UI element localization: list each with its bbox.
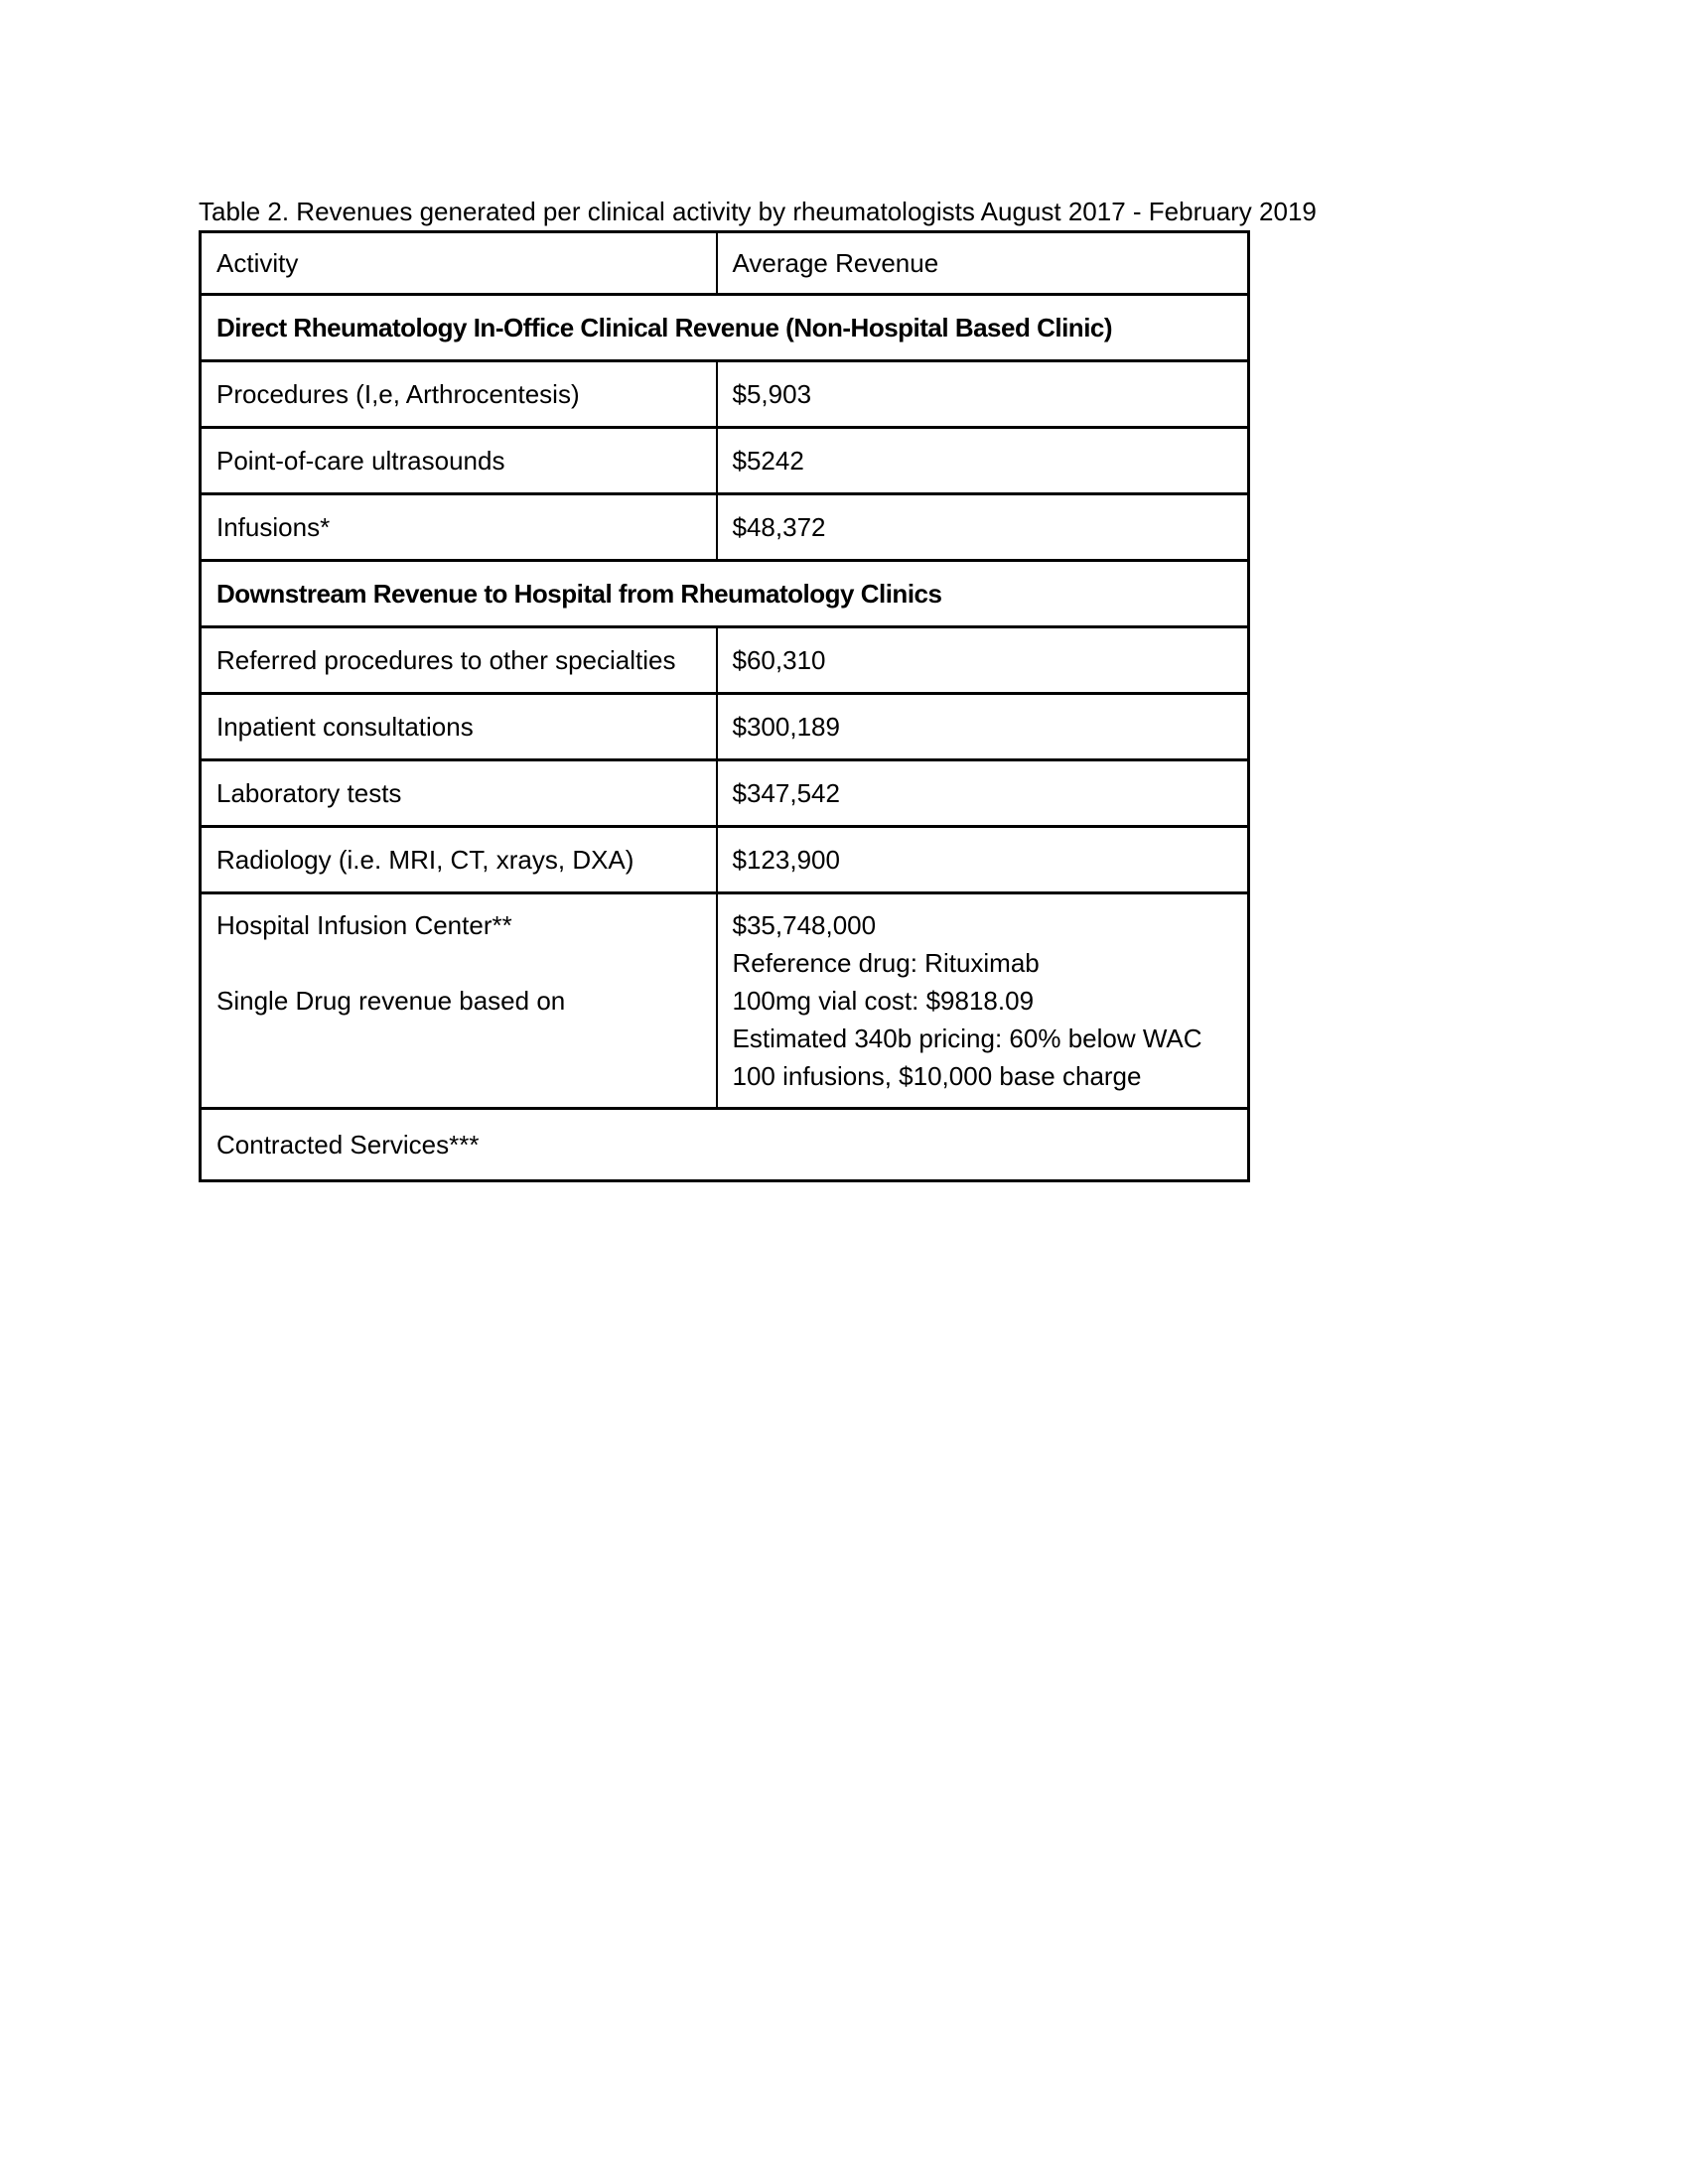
activity-cell: Point-of-care ultrasounds <box>201 428 717 494</box>
revenue-cell: $123,900 <box>717 827 1249 893</box>
table-row-referred-procedures <box>201 627 1249 694</box>
section-label: Downstream Revenue to Hospital from Rheumatology Clinics <box>201 561 1249 627</box>
activity-cell: Referred procedures to other specialties <box>201 627 717 694</box>
activity-cell: Inpatient consultations <box>201 694 717 760</box>
activity-cell: Laboratory tests <box>201 760 717 827</box>
revenue-cell: $5242 <box>717 428 1249 494</box>
activity-cell: Infusions* <box>201 494 717 561</box>
activity-cell: Contracted Services*** <box>201 1109 1249 1181</box>
table-row-ultrasounds <box>201 428 1249 494</box>
activity-cell <box>201 893 717 1109</box>
activity-line: Hospital Infusion Center** <box>216 910 512 940</box>
revenue-line: 100mg vial cost: $9818.09 <box>732 986 1035 1016</box>
table-row-infusions <box>201 494 1249 561</box>
revenue-cell: $300,189 <box>717 694 1249 760</box>
revenue-line: 100 infusions, $10,000 base charge <box>732 1061 1142 1091</box>
column-header-activity: Activity <box>201 232 717 295</box>
table-caption: Table 2. Revenues generated per clinical activity by rheumatologists August 2017 - February 2019 <box>199 197 1317 226</box>
revenue-line: Estimated 340b pricing: 60% below WAC <box>732 1024 1202 1053</box>
revenue-cell: $5,903 <box>717 361 1249 428</box>
revenue-line: $35,748,000 <box>732 910 877 940</box>
revenue-cell: $60,310 <box>717 627 1249 694</box>
section-label: Direct Rheumatology In-Office Clinical Revenue (Non-Hospital Based Clinic) <box>201 295 1249 361</box>
table-row-hospital-infusion-center <box>201 893 1249 1109</box>
activity-cell: Procedures (I,e, Arthrocentesis) <box>201 361 717 428</box>
section-row-direct-revenue <box>201 295 1249 361</box>
table-header-row <box>201 232 1249 295</box>
section-row-downstream-revenue <box>201 561 1249 627</box>
revenue-line: Reference drug: Rituximab <box>732 948 1040 978</box>
blank-line <box>216 944 704 982</box>
document-content <box>199 197 1317 1182</box>
table-row-contracted-services <box>201 1109 1249 1181</box>
table-row-inpatient-consultations <box>201 694 1249 760</box>
activity-line: Single Drug revenue based on <box>216 986 566 1016</box>
table-row-laboratory-tests <box>201 760 1249 827</box>
activity-cell: Radiology (i.e. MRI, CT, xrays, DXA) <box>201 827 717 893</box>
revenue-cell <box>717 893 1249 1109</box>
revenue-cell: $347,542 <box>717 760 1249 827</box>
revenue-cell: $48,372 <box>717 494 1249 561</box>
column-header-average-revenue: Average Revenue <box>717 232 1249 295</box>
table-row-radiology <box>201 827 1249 893</box>
table-row-procedures <box>201 361 1249 428</box>
revenue-table <box>199 230 1250 1182</box>
